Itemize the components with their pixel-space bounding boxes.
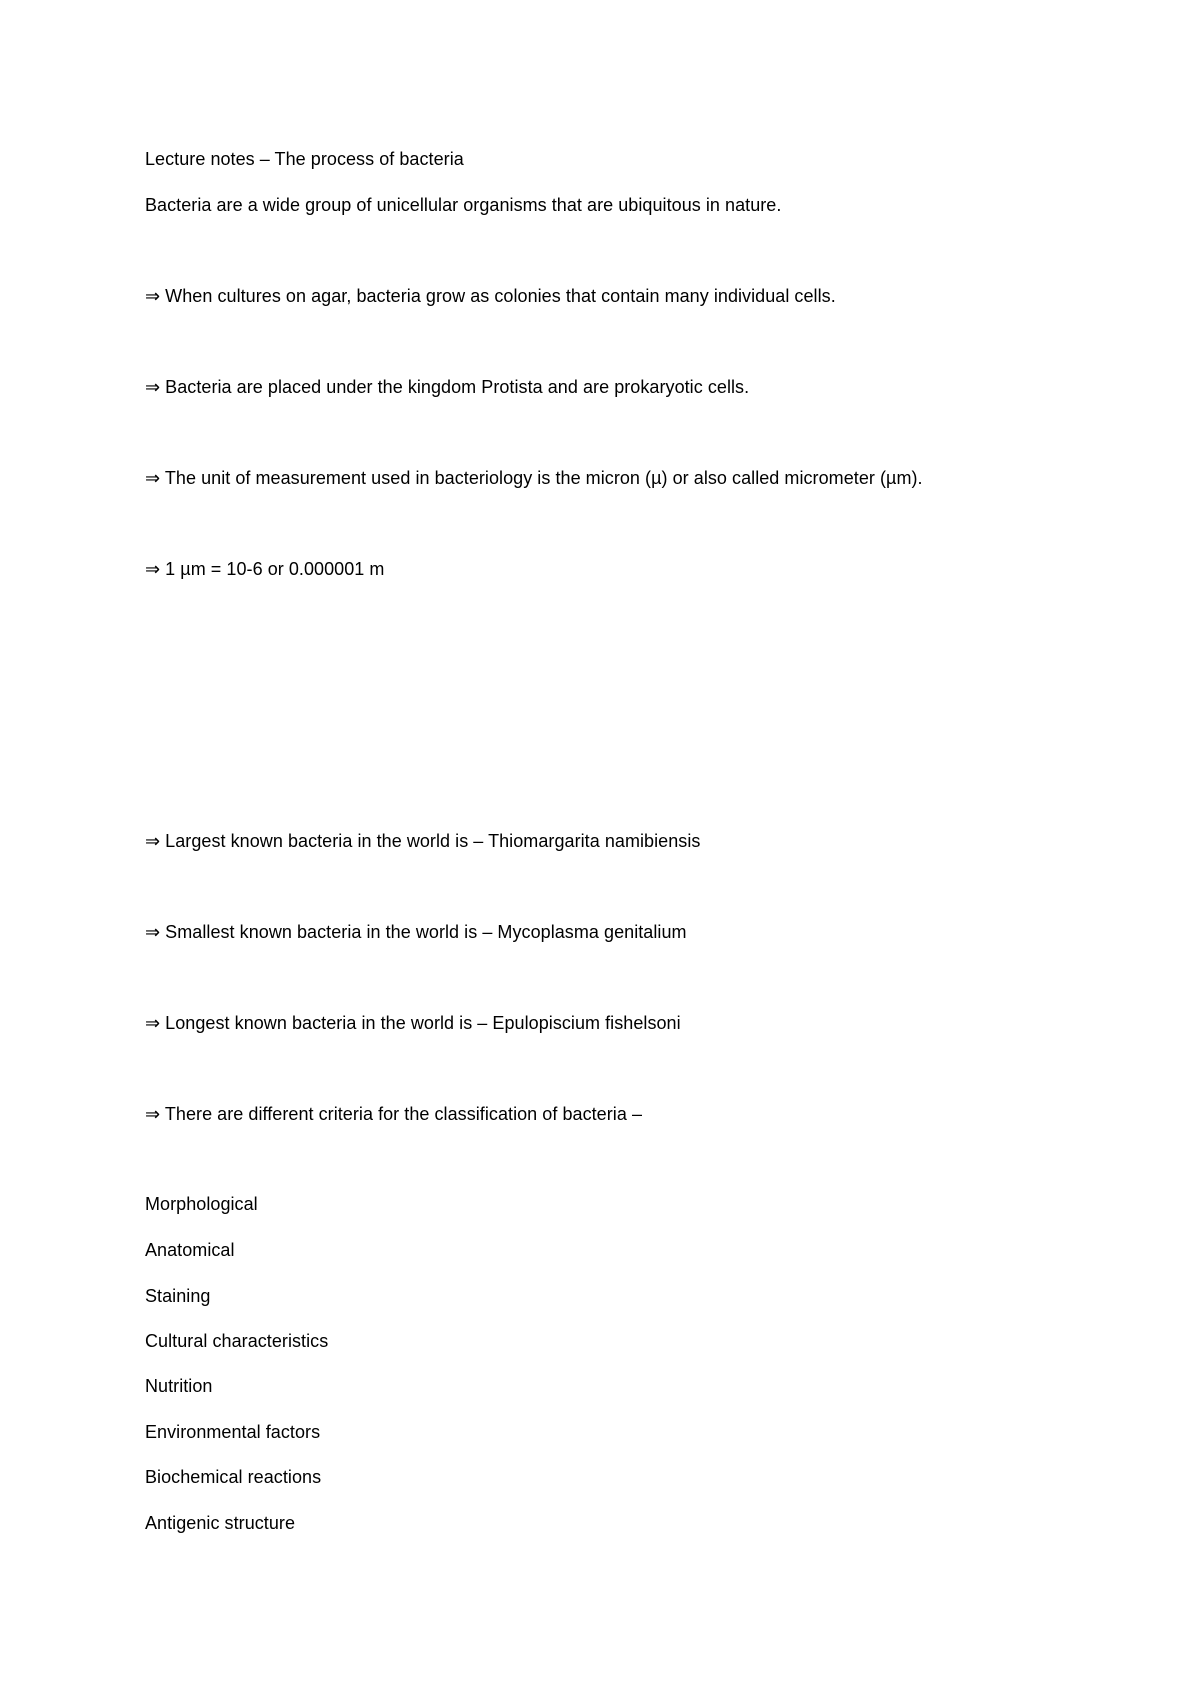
point-unit-measurement: ⇒ The unit of measurement used in bacteriology is the micron (µ) or also called micrometer (µm).	[145, 468, 923, 488]
point-kingdom-protista: ⇒ Bacteria are placed under the kingdom Protista and are prokaryotic cells.	[145, 377, 750, 397]
document-title: Lecture notes – The process of bacteria	[145, 149, 464, 169]
point-largest-bacteria: ⇒ Largest known bacteria in the world is – Thiomargarita namibiensis	[145, 831, 701, 851]
point-smallest-bacteria: ⇒ Smallest known bacteria in the world is – Mycoplasma genitalium	[145, 922, 687, 942]
point-agar-colonies: ⇒ When cultures on agar, bacteria grow as colonies that contain many individual cells.	[145, 286, 836, 306]
criteria-item: Anatomical	[145, 1240, 235, 1260]
criteria-item: Morphological	[145, 1194, 258, 1214]
point-classification-criteria: ⇒ There are different criteria for the classification of bacteria –	[145, 1104, 643, 1124]
criteria-item: Biochemical reactions	[145, 1467, 322, 1487]
criteria-item: Environmental factors	[145, 1422, 321, 1442]
point-longest-bacteria: ⇒ Longest known bacteria in the world is – Epulopiscium fishelsoni	[145, 1013, 681, 1033]
point-micrometer-value: ⇒ 1 µm = 10-6 or 0.000001 m	[145, 559, 385, 579]
criteria-item: Cultural characteristics	[145, 1331, 329, 1351]
criteria-item: Staining	[145, 1286, 211, 1306]
intro-paragraph: Bacteria are a wide group of unicellular organisms that are ubiquitous in nature.	[145, 195, 782, 215]
criteria-item: Nutrition	[145, 1376, 213, 1396]
criteria-item: Antigenic structure	[145, 1513, 296, 1533]
